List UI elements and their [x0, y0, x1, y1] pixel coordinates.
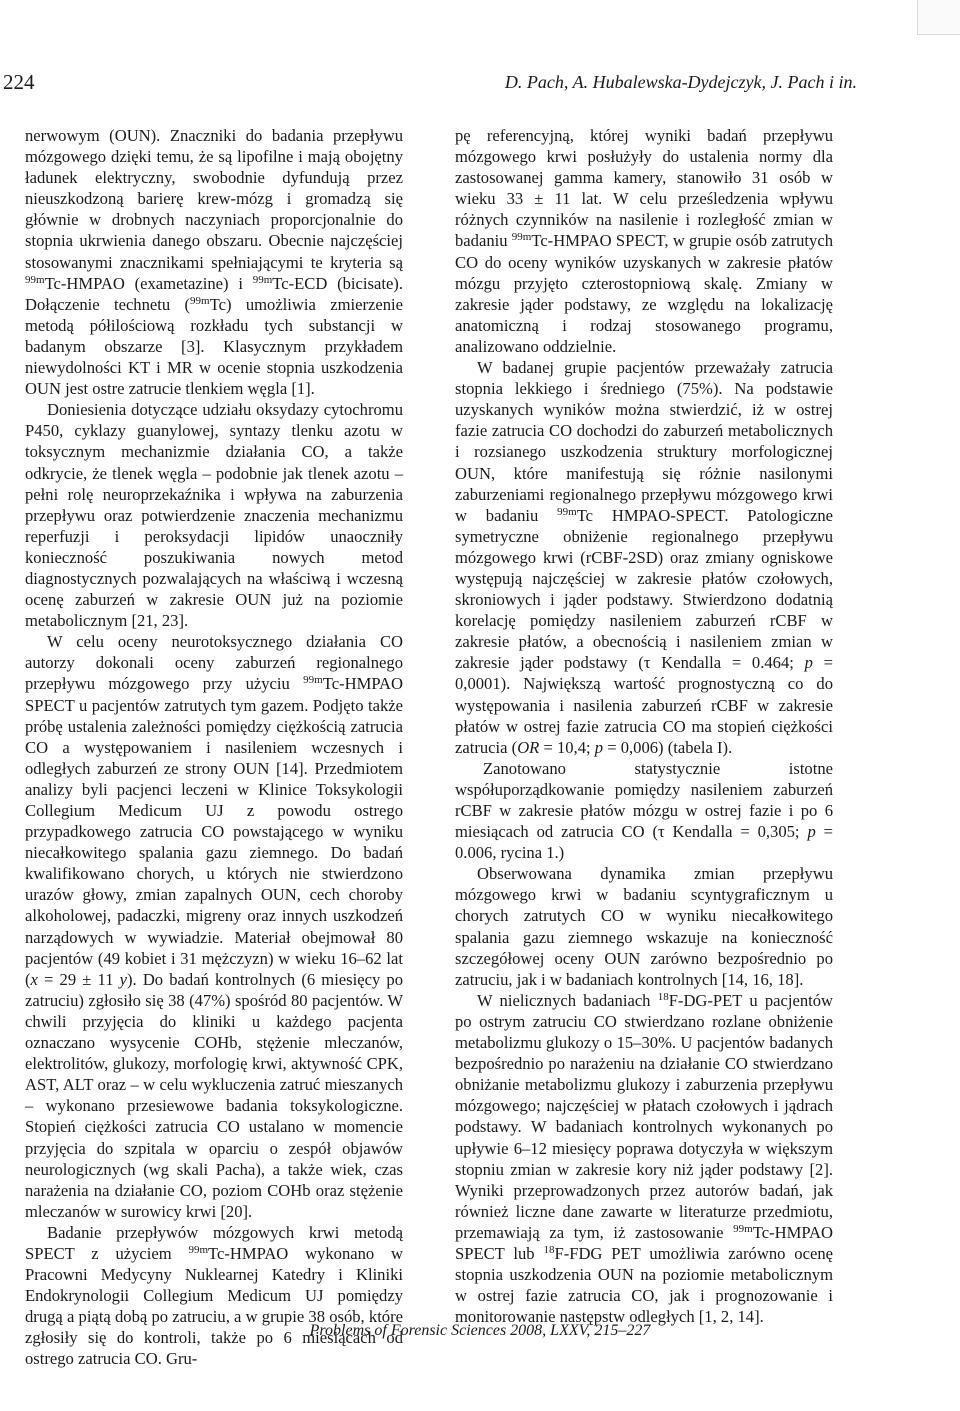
text-run: F-DG-PET u pacjentów po ostrym zatruciu CO stwierdzano rozlane obniżenie metabolizmu glukozy o 15–30%. U pacjentów badanych bezpośrednio po narażeniu na działanie CO stwierdzano obniżanie metabolizmu glukozy i zaburzenia przepływu mózgowego; najczęściej w płatach czołowych i jądrach podstawy. W badaniach kontrolnych wykonanych po upływie 6–12 miesięcy poprawa dotyczyła w większym stopniu zmian w zakresie kory niż jąder podstawy [2]. Wyniki przeprowadzonych przez autorów badań, jak również liczne dane zawarte w literaturze przedmiotu, przemawiają za tym, iż zastosowanie	[455, 990, 834, 1242]
paragraph: Obserwowana dynamika zmian przepływu mózgowego krwi w badaniu scyntygraficznym u chorych zatrutych CO w wyniku niecałkowitego spalania gazu ziemnego wskazuje na konieczność szczegółowej oceny OUN zarówno bezpośrednio po zatruciu, jak i w badaniach kontrolnych [14, 16, 18].	[455, 864, 833, 989]
paragraph: Doniesienia dotyczące udziału oksydazy cytochromu P450, cyklazy guanylowej, syntazy tlenku azotu w toksycznym mechanizmie działania CO, a także odkrycie, że tlenek węgla – podobnie jak tlenek azotu – pełni rolę neuroprzekaźnika i wpływa na zaburzenia przepływu oraz potwierdzenie znaczenia mechanizmu reperfuzji i peroksydacji lipidów unaoczniły konieczność poszukiwania nowych metod diagnostycznych pozwalających na właściwą i wczesną ocenę zaburzeń w zakresie OUN już na poziomie metabolicznym [21, 23].	[25, 400, 403, 631]
paragraph	[25, 125, 403, 399]
text-run: = 0,0001). Największą wartość prognostyczną co do występowania i nasilenia zaburzeń rCBF w zakresie płatów w ostrej fazie zatrucia CO ma stopień ciężkości zatrucia (	[455, 653, 833, 757]
isotope-sup: 18	[543, 1243, 555, 1256]
isotope-sup: 99m	[188, 1243, 209, 1256]
isotope-sup: 99m	[252, 273, 273, 286]
variable-y: y	[119, 969, 128, 989]
text-run: Zanotowano statystycznie istotne współuporządkowanie pomiędzy nasileniem zaburzeń rCBF w zakresie płatów mózgu w ostrej fazie i po 6 miesiącach od zatrucia CO (τ Kendalla = 0,305;	[455, 758, 833, 842]
text-run: pę referencyjną, której wyniki badań przepływu mózgowego krwi posłużyły do ustalenia normy dla zastosowanej gamma kamery, stanowiło 31 osób w wieku 33 ± 11 lat. W celu prześledzenia wpływu różnych czynników na nasilenie i rozległość zmian w badaniu	[455, 126, 833, 251]
variable-p: p	[807, 822, 816, 842]
text-run: Tc-ECD (bicisate). Dołączenie technetu (	[25, 273, 403, 314]
text-run: ). Do badań kontrolnych (6 miesięcy po zatruciu) zgłosiło się 38 (47%) spośród 80 pacjentów. W chwili przyjęcia do kliniki u każdego pacjenta oznaczano wysycenie COHb, stężenie mleczanów, elektrolitów, glukozy, morfologię krwi, aktywność CPK, AST, ALT oraz – w celu wykluczenia zatruć mieszanych – wykonano przesiewowe badania toksykologiczne. Stopień ciężkości zatrucia CO ustalano w momencie przyjęcia do szpitala w oparciu o zespół objawów neurologicznych (wg skali Pacha), a także wiek, czas narażenia na działanie CO, poziom COHb oraz stężenie mleczanów w surowicy krwi [20].	[25, 969, 403, 1221]
paragraph	[25, 1222, 403, 1370]
text-run: Tc-HMPAO wykonano w Pracowni Medycyny Nuklearnej Katedry i Kliniki Endokrynologii Collegium Medicum UJ pomiędzy drugą a piątą dobą po zatruciu, a w grupie 38 osób, które zgłosiły się do kontroli, także po 6 miesiącach od ostrego zatrucia CO. Gru-	[25, 1243, 403, 1369]
paragraph	[455, 125, 833, 357]
journal-footer: Problems of Forensic Sciences 2008, LXXV, 215–227	[309, 1322, 651, 1339]
text-run: F-FDG PET umożliwia zarówno ocenę stopnia uszkodzenia OUN na poziomie metabolicznym w ostrej fazie zatrucia CO, jak i prognozowanie i monitorowanie następstw odległych [1, 2, 14].	[455, 1243, 833, 1327]
variable-p: p	[594, 737, 604, 757]
text-run: = 0.006, rycina 1.)	[455, 822, 833, 863]
text-run: nerwowym (OUN). Znaczniki do badania przepływu mózgowego dzięki temu, że są lipofilne i mają obojętny ładunek elektryczny, swobodnie dyfundują przez nieuszkodzoną barierę krew-mózg i gromadzą się głównie w drobnych naczyniach proporcjonalnie do stopnia ukrwienia danego obszaru. Obecnie najczęściej stosowanymi znacznikami spełniającymi te kryteria są	[25, 126, 403, 272]
isotope-sup: 99m	[733, 1222, 753, 1235]
text-run: Tc) umożliwia zmierzenie metodą półilościową rozkładu tych substancji w badanym obszarze [3]. Klasycznym przykładem niewydolności KT i MR w ocenie stopnia uszkodzenia OUN jest ostre zatrucie tlenkiem węgla [1].	[25, 294, 403, 399]
text-run: = 29 ± 11	[37, 969, 120, 989]
paragraph	[25, 631, 403, 1222]
text-run: = 0,006) (tabela I).	[603, 737, 733, 757]
isotope-sup: 99m	[190, 294, 210, 307]
page-number: 224	[3, 70, 35, 94]
paragraph	[455, 758, 833, 863]
variable-p: p	[804, 653, 813, 673]
isotope-sup: 99m	[557, 505, 577, 518]
text-run: W celu oceny neurotoksycznego działania CO autorzy dokonali oceny zaburzeń regionalnego przepływu mózgowego przy użyciu	[25, 632, 403, 694]
text-run: Tc-HMPAO SPECT lub	[455, 1222, 833, 1263]
corner-mark	[917, 0, 960, 35]
text-run: = 10,4;	[539, 737, 595, 757]
isotope-sup: 99m	[303, 674, 323, 687]
variable-or: OR	[517, 737, 540, 757]
text-run: Tc-HMPAO (exametazine) i	[44, 273, 253, 293]
text-run: Tc-HMPAO SPECT, w grupie osób zatrutych CO do oceny wyników uzyskanych w zakresie płatów mózgu przyjęto czterostopniową skalę. Zmiany w zakresie jąder podstawy, ze względu na lokalizację anatomiczną i rodzaj stosowanego programu, analizowano oddzielnie.	[455, 231, 833, 356]
isotope-sup: 99m	[25, 273, 45, 286]
paragraph	[455, 357, 833, 758]
running-head: D. Pach, A. Hubalewska-Dydejczyk, J. Pach i in.	[504, 72, 857, 92]
text-run: Tc-HMPAO SPECT u pacjentów zatrutych tym gazem. Podjęto także próbę ustalenia zależności pomiędzy ciężkością zatrucia CO a występowaniem i nasileniem wczesnych i odległych zaburzeń ze strony OUN [14]. Przedmiotem analizy byli pacjenci leczeni w Klinice Toksykologii Collegium Medicum UJ z powodu ostrego przypadkowego zatrucia CO powstającego w wyniku niecałkowitego spalania gazu ziemnego. Do badań kwalifikowano chorych, u których nie stwierdzono urazów głowy, zmian zapalnych OUN, cech choroby alkoholowej, padaczki, migreny oraz innych uszkodzeń narządowych w wywiadzie. Materiał obejmował 80 pacjentów (49 kobiet i 31 mężczyzn) w wieku 16–62 lat (	[25, 674, 403, 989]
text-run: Tc HMPAO-SPECT. Patologiczne symetryczne obniżenie regionalnego przepływu mózgowego krwi (rCBF-2SD) oraz zmiany ogniskowe występują najczęściej w zakresie płatów czołowych, skroniowych i jąder podstawy. Stwierdzono dodatnią korelację pomiędzy nasileniem zaburzeń rCBF w zakresie płatów, a obecnością i nasileniem zmian w zakresie jąder podstawy (τ Kendalla = 0.464;	[455, 505, 833, 673]
text-run: Badanie przepływów mózgowych krwi metodą SPECT z użyciem	[25, 1222, 403, 1263]
variable-x: x	[30, 969, 38, 989]
isotope-sup: 18	[657, 990, 669, 1003]
paragraph	[455, 990, 833, 1328]
text-run: W nielicznych badaniach	[477, 990, 658, 1010]
left-column	[25, 125, 403, 1370]
text-run: W badanej grupie pacjentów przeważały zatrucia stopnia lekkiego i średniego (75%). Na podstawie uzyskanych wyników można stwierdzić, iż w ostrej fazie zatrucia CO dochodzi do zaburzeń metabolicznych i rozsianego uszkodzenia struktury morfologicznej OUN, które manifestują się różnie nasilonymi zaburzeniami regionalnego przepływu mózgowego krwi w badaniu	[455, 358, 833, 525]
isotope-sup: 99m	[511, 231, 532, 244]
right-column	[455, 125, 833, 1327]
